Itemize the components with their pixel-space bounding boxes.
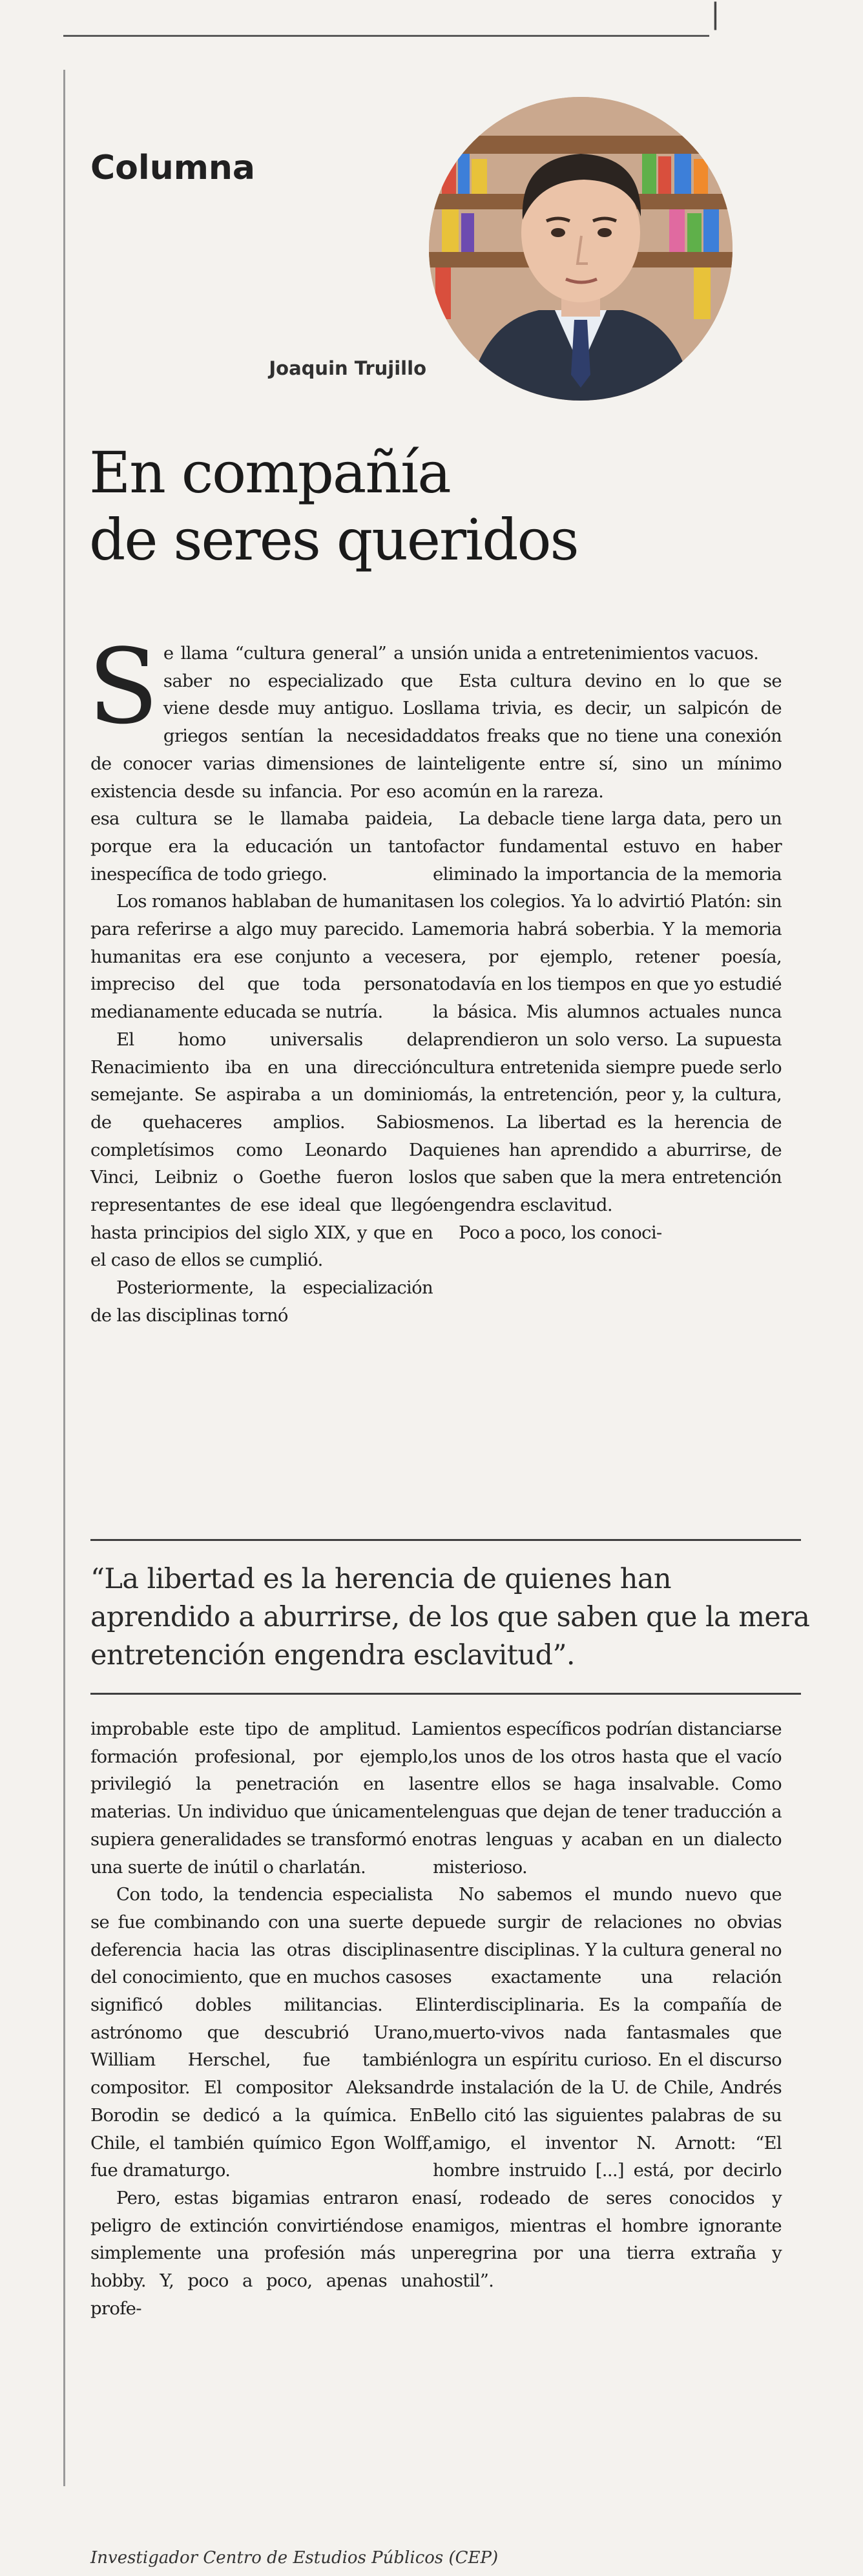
- paragraph-text: e llama “cultura general” a un saber no especializado que viene desde muy antiguo. Los griegos sentían la necesidad de conocer varias dimensiones de la existencia desde su infancia. Por eso a esa cultura se le llamaba paideia, porque era la educación un tanto inespecífica de todo griego.: [90, 643, 433, 885]
- paragraph: Los romanos hablaban de humanitas para referirse a algo muy parecido. La humanitas era ese conjunto a veces impreciso del que toda persona medianamente educada se nutría.: [90, 891, 433, 1023]
- top-rule: [63, 35, 709, 37]
- paragraph: sión unida a entretenimientos vacuos.: [433, 643, 759, 664]
- paragraph: [88, 626, 433, 888]
- section-label: Columna: [90, 149, 256, 187]
- pullquote: “La libertad es la herencia de quienes han aprendido a aburrirse, de los que saben que la mera entretención engendra esclavitud”.: [90, 1563, 810, 1671]
- author-credit: Investigador Centro de Estudios Públicos (CEP): [90, 2548, 499, 2568]
- paragraph: Pero, estas bigamias entraron en peligro de extinción convirtiéndose en simplemente una profesión más un hobby. Y, poco a poco, apenas una profe-: [90, 2187, 433, 2319]
- article-column-1: [88, 626, 433, 1330]
- article-column-3: [90, 1715, 433, 2322]
- article-column-4: [433, 1715, 782, 2295]
- author-portrait-icon: [429, 97, 733, 401]
- headline-line-1: En compañía: [89, 439, 450, 506]
- paragraph: La debacle tiene larga data, pero un factor fundamental estuvo en haber eliminado la importancia de la memoria en los colegios. Ya lo advirtió Platón: sin memoria habrá soberbia. Y la memoria era, por ejemplo, retener poesía, todavía en los tiempos en que yo estudié la básica. Mis alumnos actuales nunca aprendieron un solo verso. La supuesta cultura entretenida siempre puede serlo más, la entretención, peor y, la cultura, menos. La libertad es la herencia de quienes han aprendido a aburrirse, de los que saben que la mera entretención engendra esclavitud.: [433, 808, 782, 1216]
- paragraph: Con todo, la tendencia especialista se fue combinando con una suerte de deferencia hacia las otras disciplinas del conocimiento, que en muchos casos significó dobles militancias. El astrónomo que descubrió Urano, William Herschel, fue también compositor. El compositor Aleksandr Borodin se dedicó a la química. En Chile, el también químico Egon Wolff, fue dramaturgo.: [90, 1884, 433, 2181]
- author-portrait-illustration: [429, 97, 733, 401]
- left-column-rule: [63, 70, 65, 2486]
- article-column-2: [433, 640, 782, 1246]
- paragraph: improbable este tipo de amplitud. La formación profesional, por ejemplo, privilegió la penetración en las materias. Un individuo que únicamente supiera generalidades se transformó en una suerte de inútil o charlatán.: [90, 1719, 433, 1878]
- article-headline: [89, 439, 800, 574]
- author-byline: Joaquin Trujillo: [269, 357, 426, 379]
- paragraph: Posteriormente, la especialización de las disciplinas tornó: [90, 1277, 433, 1326]
- paragraph: mientos específicos podrían distanciarse los unos de los otros hasta que el vacío entre ellos se haga insalvable. Como lenguas que dejan de tener traducción a otras lenguas y acaban en un dialecto misterioso.: [433, 1719, 782, 1878]
- drop-cap: S: [88, 626, 158, 747]
- paragraph: No sabemos el mundo nuevo que puede surgir de relaciones no obvias entre disciplinas. Y la cultura general no es exactamente una relación interdisciplinaria. Es la compañía de muerto-vivos nada fantasmales que logra un espíritu curioso. En el discurso de instalación de la U. de Chile, Andrés Bello citó las siguientes palabras de su amigo, el inventor N. Arnott: “El hombre instruido [...] está, por decirlo así, rodeado de seres conocidos y amigos, mientras el hombre ignorante peregrina por una tierra extraña y hostil”.: [433, 1884, 782, 2292]
- top-page-mark: |: [711, 0, 720, 30]
- pullquote-top-rule: [90, 1539, 801, 1541]
- paragraph: Esta cultura devino en lo que se llama trivia, es decir, un salpicón de datos freaks que no tiene una conexión inteligente entre sí, sino un mínimo común en la rareza.: [433, 670, 782, 802]
- pullquote-bottom-rule: [90, 1693, 801, 1695]
- paragraph: Poco a poco, los conoci-: [459, 1222, 662, 1243]
- paragraph: El homo universalis del Renacimiento iba en una dirección semejante. Se aspiraba a un dominio de quehaceres amplios. Sabios completísimos como Leonardo Da Vinci, Leibniz o Goethe fueron los representantes de ese ideal que llegó hasta principios del siglo XIX, y que en el caso de ellos se cumplió.: [90, 1029, 433, 1271]
- headline-line-2: de seres queridos: [89, 507, 578, 573]
